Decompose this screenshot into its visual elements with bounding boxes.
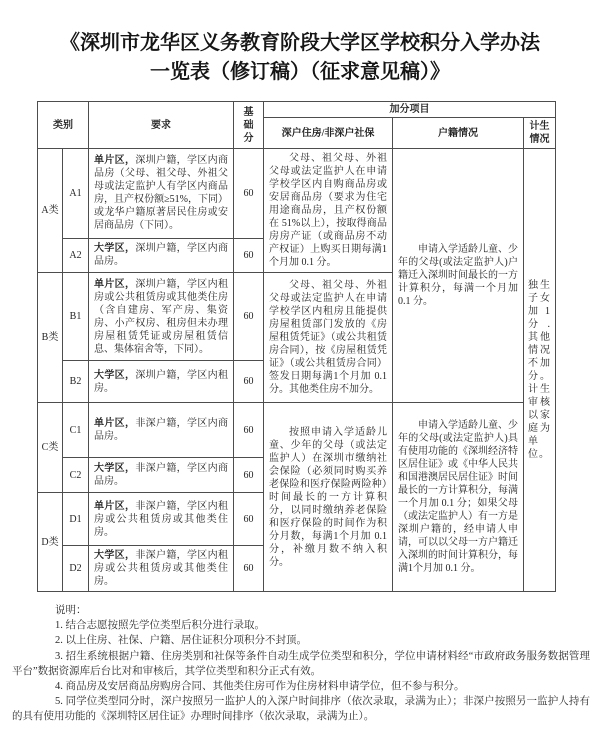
base-score-cell: 60 <box>234 403 264 458</box>
category-c-label: C类 <box>38 403 63 493</box>
note-item-5: 5. 同学位类型同分时，深户按照另一监护人的入深户时间排序（依次录取，录满为止）；非深户按照另一监护人持有的具有使用功能的《深圳特区居住证》办理时间排序（依次录取，录满为止）。 <box>12 696 590 723</box>
requirement-text: 非深户籍，学区内商品房。 <box>94 463 229 487</box>
household-note-cd <box>393 403 524 592</box>
household-note-ab-text: 申请入学适龄儿童、少年的父母(或法定监护人)户籍迁入深圳时间最长的一方计算积分，每满一个月加 0.1 分。 <box>398 244 518 307</box>
note-item-3: 3. 招生系统根据户籍、住房类别和社保等条件自动生成学位类型和积分，学位申请材料经“市政府政务服务数据管理平台”数据资源库后台比对和审核后，其学位类型和积分正式有效。 <box>12 650 590 677</box>
header-bonus-group: 加分项目 <box>264 102 556 118</box>
requirement-lead: 大学区， <box>94 243 136 255</box>
family-planning-note: 独生子女加1分.其他情况不加分。计生审核以家庭为单位。 <box>524 149 556 592</box>
requirement-cell <box>89 546 234 592</box>
requirement-cell <box>89 458 234 493</box>
requirement-cell <box>89 361 234 403</box>
category-b-label: B类 <box>38 273 63 403</box>
housing-note-b <box>264 273 393 403</box>
category-a-label: A类 <box>38 149 63 273</box>
notes-section <box>12 603 590 725</box>
category-d-label: D类 <box>38 493 63 592</box>
header-requirement: 要求 <box>89 102 234 149</box>
row-code: C2 <box>63 458 89 493</box>
requirement-lead: 大学区， <box>94 550 136 561</box>
table-row <box>38 149 556 239</box>
note-item-2: 2. 以上住房、社保、户籍、居住证积分项积分不封顶。 <box>55 635 307 647</box>
base-score-cell: 60 <box>234 493 264 546</box>
row-code: A2 <box>63 238 89 272</box>
header-housing: 深户住房/非深户社保 <box>264 118 393 149</box>
requirement-cell <box>89 403 234 458</box>
base-score-cell: 60 <box>234 273 264 361</box>
requirement-text: 非深户籍，学区内租房或公共租赁房或其他类住房。 <box>94 550 229 587</box>
header-category: 类别 <box>38 102 89 149</box>
base-score-cell: 60 <box>234 361 264 403</box>
requirement-lead: 大学区， <box>94 463 136 474</box>
base-score-cell: 60 <box>234 458 264 493</box>
requirement-lead: 大学区， <box>94 369 136 381</box>
points-table <box>37 101 556 592</box>
table-row <box>38 403 556 458</box>
requirement-text: 深圳户籍，学区内租房或公共租赁房或其他类住房（含自建房、军产房、集资房、小产权房、租房但未办理房屋租赁凭证或房屋租赁信息、集体宿舍等，下同）。 <box>94 278 229 355</box>
housing-note-b-text: 父母、祖父母、外祖父母或法定监护人在申请学校学区内租房且能提供房屋租赁部门发放的《房屋租赁凭证》（或公共租赁房合同），按《房屋租赁凭证》（或公共租赁房合同）签发日期每满1个月加 0.1 分。其他类住房不加分。 <box>269 280 387 395</box>
header-household: 户籍情况 <box>393 118 524 149</box>
base-score-cell: 60 <box>234 149 264 239</box>
row-code: B1 <box>63 273 89 361</box>
base-score-cell: 60 <box>234 546 264 592</box>
requirement-lead: 单片区， <box>94 418 136 429</box>
requirement-lead: 单片区， <box>94 278 136 290</box>
header-base-score: 基础分 <box>234 102 264 149</box>
row-code: A1 <box>63 149 89 239</box>
row-code: B2 <box>63 361 89 403</box>
requirement-cell <box>89 273 234 361</box>
requirement-text: 深圳户籍，学区内商品房。 <box>94 243 229 268</box>
requirement-cell <box>89 149 234 239</box>
requirement-text: 非深户籍，学区内租房或公共租赁房或其他类住房。 <box>94 500 229 538</box>
base-score-cell: 60 <box>234 238 264 272</box>
requirement-cell <box>89 238 234 272</box>
table-header-row-1 <box>38 102 556 118</box>
requirement-text: 深圳户籍，学区内商品房（父母、祖父母、外祖父母或法定监护人有学区内商品房，且产权份额≥51%，下同）或龙华户籍原著居民住房或安居商品房（下同）。 <box>94 155 229 232</box>
row-code: D1 <box>63 493 89 546</box>
note-item-4: 4. 商品房及安居商品房购房合同、其他类住房可作为住房材料申请学位，但不参与积分。 <box>55 681 465 693</box>
header-family-planning: 计生情况 <box>524 118 556 149</box>
note-item-1: 1. 结合志愿按照先学位类型后积分进行录取。 <box>55 620 265 632</box>
housing-note-cd-text: 按照申请入学适龄儿童、少年的父母（或法定监护人）在深圳市缴纳社会保险（必须同时购买养老保险和医疗保险两险种）时间最长的一方计算积分，以同时缴纳养老保险和医疗保险的时间作为积分月数，每满1个月加 0.1 分，补缴月数不纳入积分。 <box>269 426 387 568</box>
housing-note-a-text: 父母、祖父母、外祖父母或法定监护人在申请学校学区内自购商品房或安居商品房（要求为住宅用途商品房，且产权份额在 51%以上），按取得商品房房产证（或商品房不动产权证）上购买日期每满1个月加 0.1 分。 <box>269 153 387 268</box>
requirement-lead: 单片区， <box>94 500 136 512</box>
requirement-lead: 单片区， <box>94 155 136 167</box>
requirement-text: 非深户籍，学区内商品房。 <box>94 418 229 442</box>
notes-label: 说明： <box>55 605 87 616</box>
housing-note-cd <box>264 403 393 592</box>
household-note-ab <box>393 149 524 403</box>
household-note-cd-text: 申请入学适龄儿童、少年的父母(或法定监护人)具有使用功能的《深圳经济特区居住证》或《中华人民共和国港澳居民居住证》时间最长的一方计算积分，每满一个月加 0.1 分；如果父母（或法定监护人）有一方是深圳户籍的，经申请人申请，可以以父母一方户籍迁入深圳的时间计算积分，每满1个月加 0.1 分。 <box>398 420 518 574</box>
requirement-cell <box>89 493 234 546</box>
row-code: C1 <box>63 403 89 458</box>
page-title: 《深圳市龙华区义务教育阶段大学区学校积分入学办法一览表（修订稿）（征求意见稿）》 <box>60 32 540 83</box>
housing-note-a <box>264 149 393 273</box>
row-code: D2 <box>63 546 89 592</box>
requirement-text: 深圳户籍，学区内租房。 <box>94 369 229 394</box>
